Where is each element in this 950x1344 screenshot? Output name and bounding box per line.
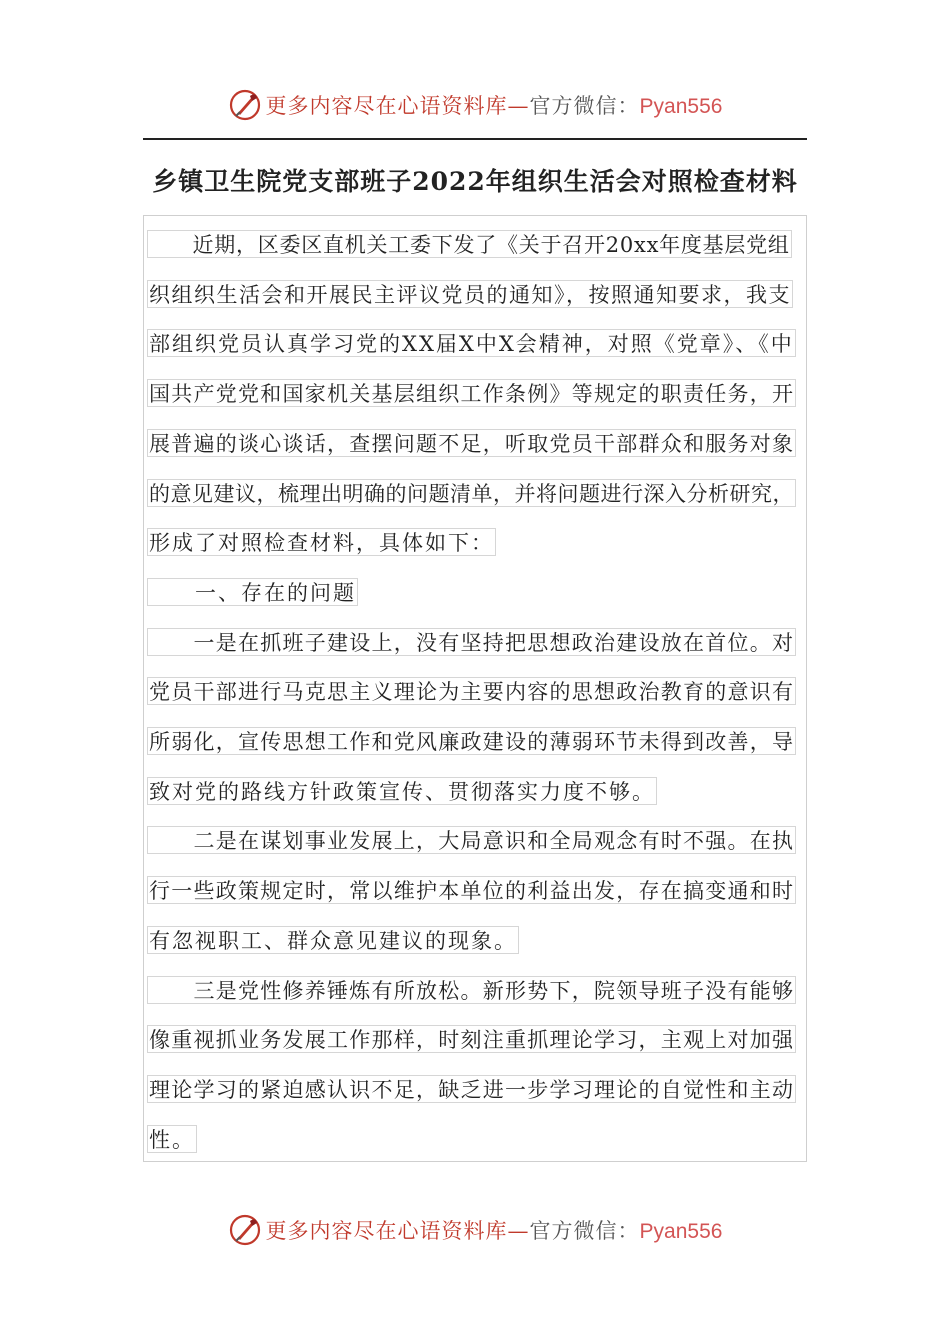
text-line: 部组织党员认真学习党的XX届X中X会精神，对照《党章》、《中 <box>147 329 796 357</box>
text-line: 国共产党党和国家机关基层组织工作条例》等规定的职责任务，开 <box>147 379 796 407</box>
text-line: 理论学习的紧迫感认识不足，缺乏进一步学习理论的自觉性和主动 <box>147 1075 796 1103</box>
text-line: 党员干部进行马克思主义理论为主要内容的思想政治教育的意识有 <box>147 677 796 705</box>
text-line: 一、存在的问题 <box>147 578 358 606</box>
text-line: 性。 <box>147 1125 197 1153</box>
banner-official-label: 官方微信： <box>529 1219 640 1243</box>
text-line: 三是党性修养锤炼有所放松。新形势下，院领导班子没有能够 <box>147 976 796 1004</box>
text-line: 一是在抓班子建设上，没有坚持把思想政治建设放在首位。对 <box>147 628 796 656</box>
banner-text <box>266 90 723 120</box>
banner-dash: — <box>507 1219 530 1243</box>
text-line: 近期，区委区直机关工委下发了《关于召开20xx年度基层党组 <box>147 230 792 258</box>
quill-logo-icon <box>228 1213 262 1247</box>
quill-logo-icon <box>228 88 262 122</box>
text-line: 织组织生活会和开展民主评议党员的通知》，按照通知要求，我支 <box>147 280 793 308</box>
banner-official-label: 官方微信： <box>529 94 640 118</box>
text-line: 二是在谋划事业发展上，大局意识和全局观念有时不强。在执 <box>147 826 796 854</box>
text-line: 致对党的路线方针政策宣传、贯彻落实力度不够。 <box>147 777 657 805</box>
document-title: 乡镇卫生院党支部班子2022年组织生活会对照检查材料 <box>152 167 798 196</box>
text-line: 像重视抓业务发展工作那样，时刻注重抓理论学习，主观上对加强 <box>147 1025 796 1053</box>
header-rule <box>143 138 807 140</box>
text-line: 所弱化，宣传思想工作和党风廉政建设的薄弱环节未得到改善，导 <box>147 727 796 755</box>
banner-main-text: 更多内容尽在心语资料库 <box>265 94 508 118</box>
banner-wechat-id: Pyan556 <box>639 1220 723 1243</box>
header-banner <box>0 80 950 130</box>
text-line: 行一些政策规定时，常以维护本单位的利益出发，存在搞变通和时 <box>147 876 796 904</box>
banner-dash: — <box>507 94 530 118</box>
text-line: 形成了对照检查材料，具体如下： <box>147 528 496 556</box>
text-line: 的意见建议，梳理出明确的问题清单，并将问题进行深入分析研究， <box>147 479 796 507</box>
banner-main-text: 更多内容尽在心语资料库 <box>265 1219 508 1243</box>
footer-banner <box>0 1205 950 1255</box>
banner-wechat-id: Pyan556 <box>639 95 723 118</box>
text-line: 有忽视职工、群众意见建议的现象。 <box>147 926 519 954</box>
banner-text <box>266 1215 723 1245</box>
text-line: 展普遍的谈心谈话，查摆问题不足，听取党员干部群众和服务对象 <box>147 429 796 457</box>
